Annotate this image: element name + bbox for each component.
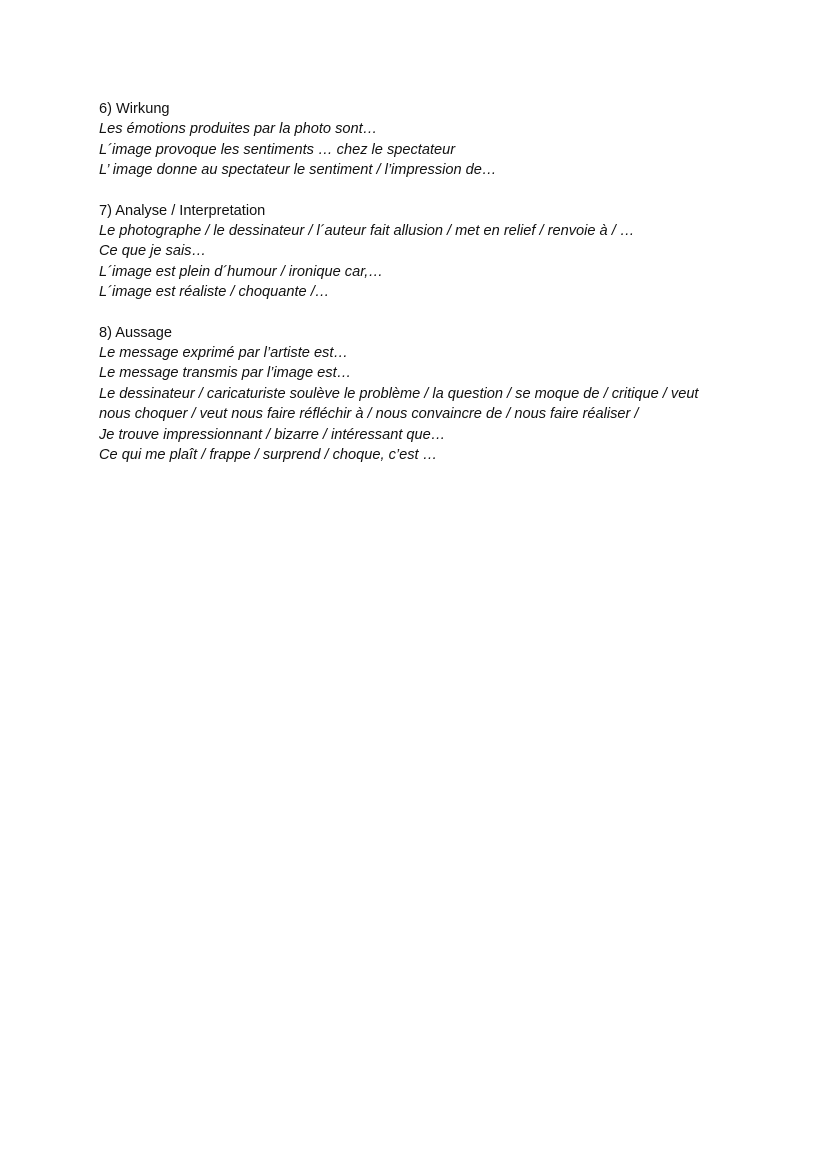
phrase-line: Le message exprimé par l’artiste est…	[99, 345, 349, 362]
phrase-line: L’ image donne au spectateur le sentiment / l’impression de…	[99, 162, 497, 179]
phrase-line: L´image est réaliste / choquante /…	[99, 284, 330, 301]
section-heading: 6) Wirkung	[99, 101, 170, 117]
phrase-line: Le photographe / le dessinateur / l´auteur fait allusion / met en relief / renvoie à / …	[99, 223, 635, 240]
phrase-line: nous choquer / veut nous faire réfléchir à / nous convaincre de / nous faire réaliser /	[99, 406, 639, 423]
section-analyse-interpretation	[99, 201, 759, 303]
phrase-line: L´image provoque les sentiments … chez le spectateur	[99, 141, 456, 158]
page-content	[99, 99, 759, 486]
phrase-line: Le dessinateur / caricaturiste soulève le problème / la question / se moque de / critique / veut	[99, 385, 699, 402]
phrase-line: Ce que je sais…	[99, 243, 207, 260]
section-aussage	[99, 323, 759, 466]
phrase-line: Le message transmis par l’image est…	[99, 365, 352, 382]
phrase-line: L´image est plein d´humour / ironique car,…	[99, 263, 383, 280]
phrase-line: Je trouve impressionnant / bizarre / intéressant que…	[99, 426, 446, 443]
section-heading: 8) Aussage	[99, 324, 173, 341]
phrase-line: Les émotions produites par la photo sont…	[99, 121, 378, 138]
phrase-line: Ce qui me plaît / frappe / surprend / choque, c’est …	[99, 447, 438, 464]
section-heading: 7) Analyse / Interpretation	[99, 202, 266, 219]
section-wirkung	[99, 99, 759, 181]
